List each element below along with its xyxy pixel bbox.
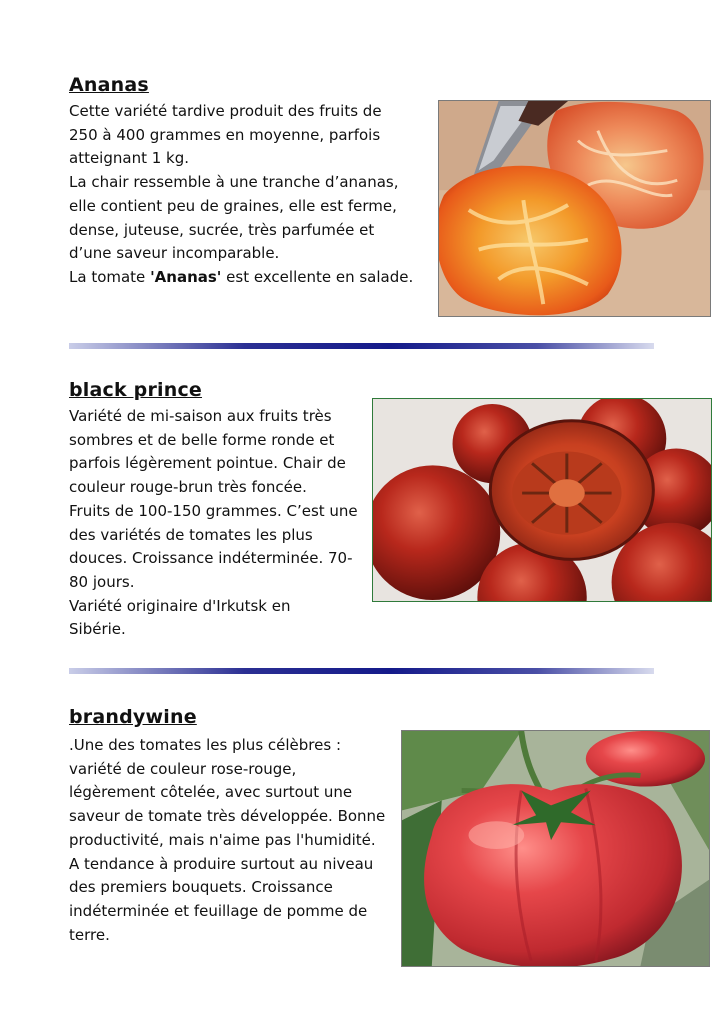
section-text-brandywine — [69, 734, 385, 947]
text-line: productivité, mais n'aime pas l'humidité. — [69, 830, 376, 849]
section-title-black-prince: black prince — [69, 379, 203, 401]
text-line: Fruits de 100-150 grammes. C’est une — [69, 501, 358, 520]
text-line: dense, juteuse, sucrée, très parfumée et — [69, 220, 375, 239]
text-line: elle contient peu de graines, elle est ferme, — [69, 196, 397, 215]
text-before: La tomate — [69, 267, 151, 286]
text-line: Cette variété tardive produit des fruits de — [69, 102, 382, 120]
text-line: légèrement côtelée, avec surtout une — [69, 783, 353, 802]
text-line: variété de couleur rose-rouge, — [69, 759, 297, 778]
text-line: atteignant 1 kg. — [69, 149, 190, 168]
section-title-brandywine: brandywine — [69, 706, 197, 728]
text-line: 80 jours. — [69, 572, 135, 591]
text-line: saveur de tomate très développée. Bonne — [69, 807, 386, 826]
text-line: Sibérie. — [69, 620, 126, 639]
text-line: sombres et de belle forme ronde et — [69, 430, 335, 449]
text-line: Variété de mi-saison aux fruits très — [69, 407, 332, 425]
text-after: est excellente en salade. — [221, 267, 414, 286]
text-line: douces. Croissance indéterminée. 70- — [69, 549, 353, 568]
section-text-ananas — [69, 100, 413, 290]
photo-black-prince-tomato — [372, 398, 712, 602]
section-title-ananas: Ananas — [69, 74, 149, 96]
text-line: des premiers bouquets. Croissance — [69, 878, 333, 897]
text-line: La chair ressemble à une tranche d’ananas, — [69, 173, 399, 192]
text-line: Variété originaire d'Irkutsk en — [69, 596, 291, 615]
text-line-last — [69, 266, 413, 290]
text-line: terre. — [69, 925, 110, 944]
text-line: indéterminée et feuillage de pomme de — [69, 901, 368, 920]
text-line: 250 à 400 grammes en moyenne, parfois — [69, 125, 381, 144]
text-line: couleur rouge-brun très foncée. — [69, 478, 307, 497]
text-line: des variétés de tomates les plus — [69, 525, 313, 544]
text-line: parfois légèrement pointue. Chair de — [69, 454, 346, 473]
text-line: .Une des tomates les plus célèbres : — [69, 736, 341, 754]
text-line: A tendance à produire surtout au niveau — [69, 854, 374, 873]
text-line: d’une saveur incomparable. — [69, 244, 280, 263]
section-divider — [69, 668, 654, 674]
section-text-black-prince — [69, 405, 358, 642]
photo-ananas-tomato — [438, 100, 711, 317]
photo-brandywine-tomato — [401, 730, 710, 967]
section-divider — [69, 343, 654, 349]
variety-name-bold: 'Ananas' — [150, 267, 222, 286]
